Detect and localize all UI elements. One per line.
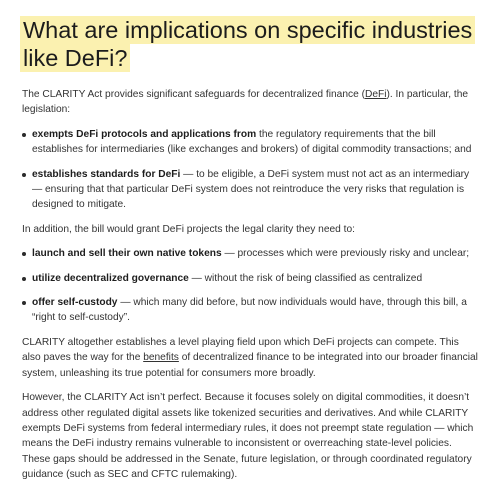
benefits-link[interactable]: benefits xyxy=(143,352,179,364)
clarity-list xyxy=(22,246,478,326)
bullet-icon xyxy=(22,301,26,305)
list-item xyxy=(22,167,478,213)
list-item xyxy=(22,127,478,158)
para3-text-end: of decentralized finance to be integrated into our broader financial system, unleashing its true potential for consumers more broadly. xyxy=(22,352,478,379)
section-heading xyxy=(20,16,480,72)
list-item-bold: offer self-custody xyxy=(32,297,118,309)
bullet-icon xyxy=(22,133,26,137)
list-item xyxy=(22,246,478,261)
intro-text-start: The CLARITY Act provides significant safeguards for decentralized finance ( xyxy=(22,89,365,100)
heading-line-1: What are implications on specific industries xyxy=(20,16,475,44)
intro-paragraph xyxy=(22,87,478,118)
section-heading-wrap xyxy=(20,16,480,72)
list-item-text: — processes which were previously risky and unclear; xyxy=(221,248,470,260)
list-item-text: — without the risk of being classified as centralized xyxy=(188,272,423,284)
list-item-bold: launch and sell their own native tokens xyxy=(32,248,222,260)
safeguards-list xyxy=(22,127,478,213)
paragraph-3 xyxy=(22,335,478,381)
bullet-icon xyxy=(22,277,26,281)
heading-line-2: like DeFi? xyxy=(20,44,130,72)
para3-text-start: CLARITY altogether establishes a level playing field upon which DeFi projects can compete. This also paves the way for the xyxy=(22,336,459,364)
list-item-bold: establishes standards for DeFi xyxy=(32,168,181,180)
paragraph-4: However, the CLARITY Act isn’t perfect. Because it focuses solely on digital commodities, it doesn’t address other regulated digital assets like tokenized securities and derivatives. And while CLARITY exempts DeFi systems from federal intermediary rules, it does not preempt state regulation — which means the DeFi industry remains vulnerable to inconsistent or overreaching state-level policies. These gaps should be addressed in the Senate, future legislation, or through coordinated regulatory guidance (such as SEC and CFTC rulemaking). xyxy=(22,392,474,481)
list-item-bold: exempts DeFi protocols and applications from xyxy=(32,128,257,140)
list-item-text: the regulatory requirements that the bill establishes for intermediaries (like exchanges and brokers) of digital commodity transactions; and xyxy=(32,128,472,156)
bullet-icon xyxy=(22,252,26,256)
list-item-text: — which many did before, but now individuals would have, through this bill, a “right to self-custody”. xyxy=(32,297,467,324)
paragraph-2: In addition, the bill would grant DeFi projects the legal clarity they need to: xyxy=(22,223,355,235)
intro-text-end: ). In particular, the legislation: xyxy=(22,89,469,116)
list-item xyxy=(22,295,478,326)
list-item-bold: utilize decentralized governance xyxy=(32,272,189,284)
article-body xyxy=(22,87,478,492)
defi-link[interactable]: DeFi xyxy=(364,89,387,100)
bullet-icon xyxy=(22,173,26,177)
list-item-text: — to be eligible, a DeFi system must not act as an intermediary — ensuring that that particular DeFi system does not reintroduce the very risks that regulation is designed to mitigate. xyxy=(32,168,470,211)
list-item xyxy=(22,271,478,286)
